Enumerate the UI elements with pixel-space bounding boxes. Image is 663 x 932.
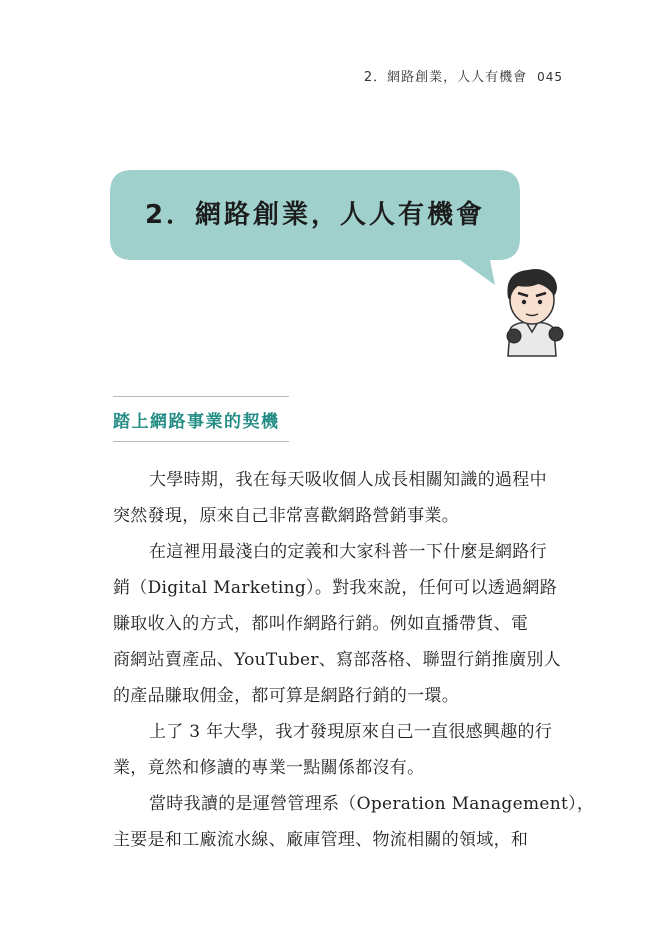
chapter-title-bubble <box>110 170 520 290</box>
page-number: 045 <box>537 70 563 84</box>
cartoon-boy-illustration <box>488 258 578 358</box>
paragraph-line: 大學時期，我在每天吸收個人成長相關知識的過程中 <box>149 470 547 490</box>
paragraph-line: 業，竟然和修讀的專業一點關係都沒有。 <box>113 758 425 778</box>
section-heading-box <box>113 396 289 442</box>
running-header <box>364 66 563 85</box>
paragraph-line: 商網站賣產品、YouTuber、寫部落格、聯盟行銷推廣別人 <box>113 650 561 670</box>
paragraph-line: 銷（Digital Marketing）。對我來說，任何可以透過網路 <box>113 578 558 598</box>
paragraph-line: 當時我讀的是運營管理系（Operation Management）， <box>149 794 595 814</box>
chapter-title: 2．網路創業，人人有機會 <box>144 200 486 230</box>
section-title: 踏上網路事業的契機 <box>113 412 280 432</box>
paragraph-line: 的產品賺取佣金，都可算是網路行銷的一環。 <box>113 686 459 706</box>
paragraph-line: 上了 3 年大學，我才發現原來自己一直很感興趣的行 <box>149 722 553 742</box>
paragraph-line: 在這裡用最淺白的定義和大家科普一下什麼是網路行 <box>149 542 547 562</box>
body-text <box>113 462 595 858</box>
paragraph-line: 賺取收入的方式，都叫作網路行銷。例如直播帶貨、電 <box>113 614 529 634</box>
running-title: 2．網路創業，人人有機會 <box>363 70 528 85</box>
paragraph-line: 主要是和工廠流水線、廠庫管理、物流相關的領域，和 <box>113 830 529 850</box>
paragraph-line: 突然發現，原來自己非常喜歡網路營銷事業。 <box>113 506 459 526</box>
